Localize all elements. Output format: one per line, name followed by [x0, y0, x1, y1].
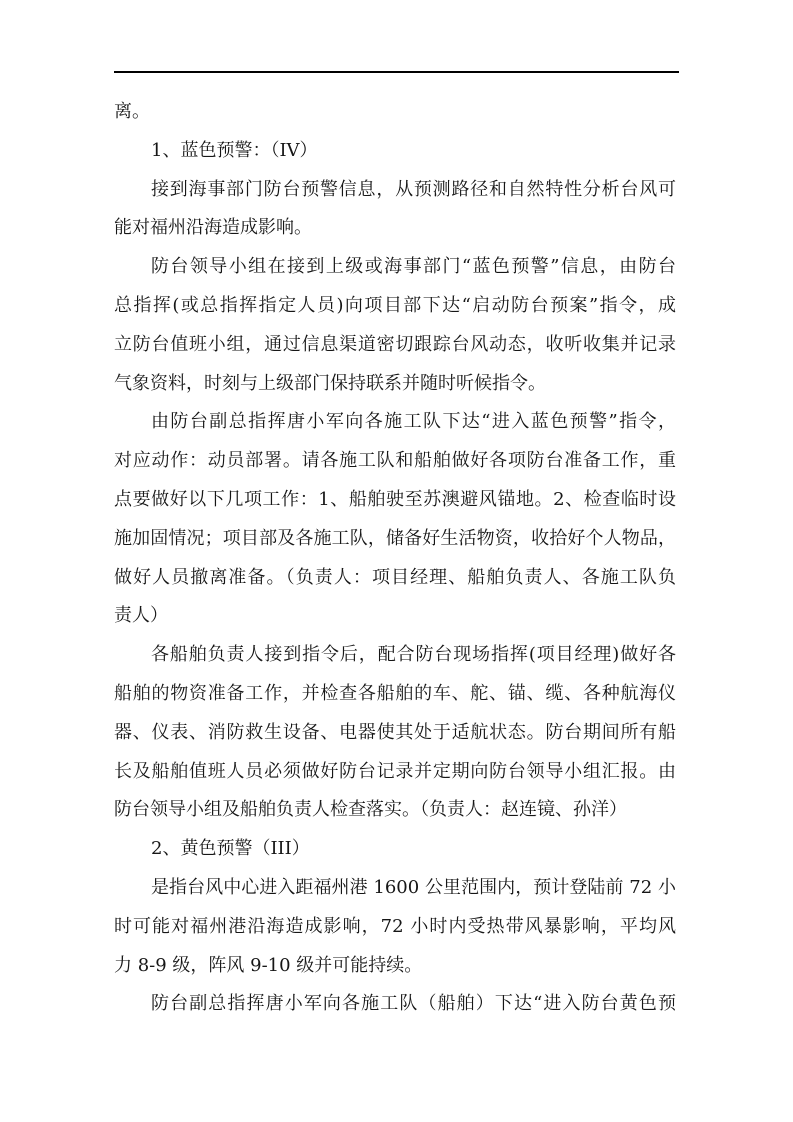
text-line: 2、黄色预警（III） [151, 838, 310, 860]
text-line: 责人） [114, 605, 168, 627]
text-line: 施加固情况；项目部及各施工队，储备好生活物资，收拾好个人物品， [114, 527, 676, 549]
text-line: 各船舶负责人接到指令后，配合防台现场指挥(项目经理)做好各 [151, 644, 676, 666]
text-line: 是指台风中心进入距福州港 1600 公里范围内，预计登陆前 72 小 [151, 876, 676, 898]
text-line: 器、仪表、消防救生设备、电器使其处于适航状态。防台期间所有船 [114, 721, 676, 743]
text-line: 对应动作：动员部署。请各施工队和船舶做好各项防台准备工作，重 [114, 450, 676, 472]
text-line: 由防台副总指挥唐小军向各施工队下达“进入蓝色预警”指令， [151, 411, 676, 433]
text-line: 能对福州沿海造成影响。 [114, 217, 312, 239]
text-line: 力 8-9 级，阵风 9-10 级并可能持续。 [114, 954, 423, 976]
text-line: 点要做好以下几项工作：1、船舶驶至苏澳避风锚地。2、检查临时设 [114, 488, 676, 510]
text-line: 防台领导小组在接到上级或海事部门“蓝色预警”信息，由防台 [151, 256, 676, 278]
header-separator-line [114, 71, 679, 73]
text-line: 长及船舶值班人员必须做好防台记录并定期向防台领导小组汇报。由 [114, 760, 676, 782]
text-line: 离。 [114, 101, 150, 122]
text-line: 气象资料，时刻与上级部门保持联系并随时听候指令。 [114, 372, 546, 394]
text-line: 时可能对福州港沿海造成影响，72 小时内受热带风暴影响，平均风 [114, 915, 676, 937]
text-line: 做好人员撤离准备。（负责人：项目经理、船舶负责人、各施工队负 [114, 566, 676, 588]
text-line: 接到海事部门防台预警信息，从预测路径和自然特性分析台风可 [151, 178, 676, 200]
text-line: 1、蓝色预警：（IV） [151, 139, 318, 161]
text-line: 船舶的物资准备工作，并检查各船舶的车、舵、锚、缆、各种航海仪 [114, 682, 676, 704]
text-line: 立防台值班小组，通过信息渠道密切跟踪台风动态，收听收集并记录 [114, 333, 676, 355]
text-line: 总指挥(或总指挥指定人员)向项目部下达“启动防台预案”指令，成 [114, 294, 676, 316]
text-line: 防台领导小组及船舶负责人检查落实。（负责人：赵连镜、孙洋） [114, 799, 627, 821]
text-line: 防台副总指挥唐小军向各施工队（船舶）下达“进入防台黄色预 [151, 993, 676, 1015]
document-body [114, 93, 676, 1024]
